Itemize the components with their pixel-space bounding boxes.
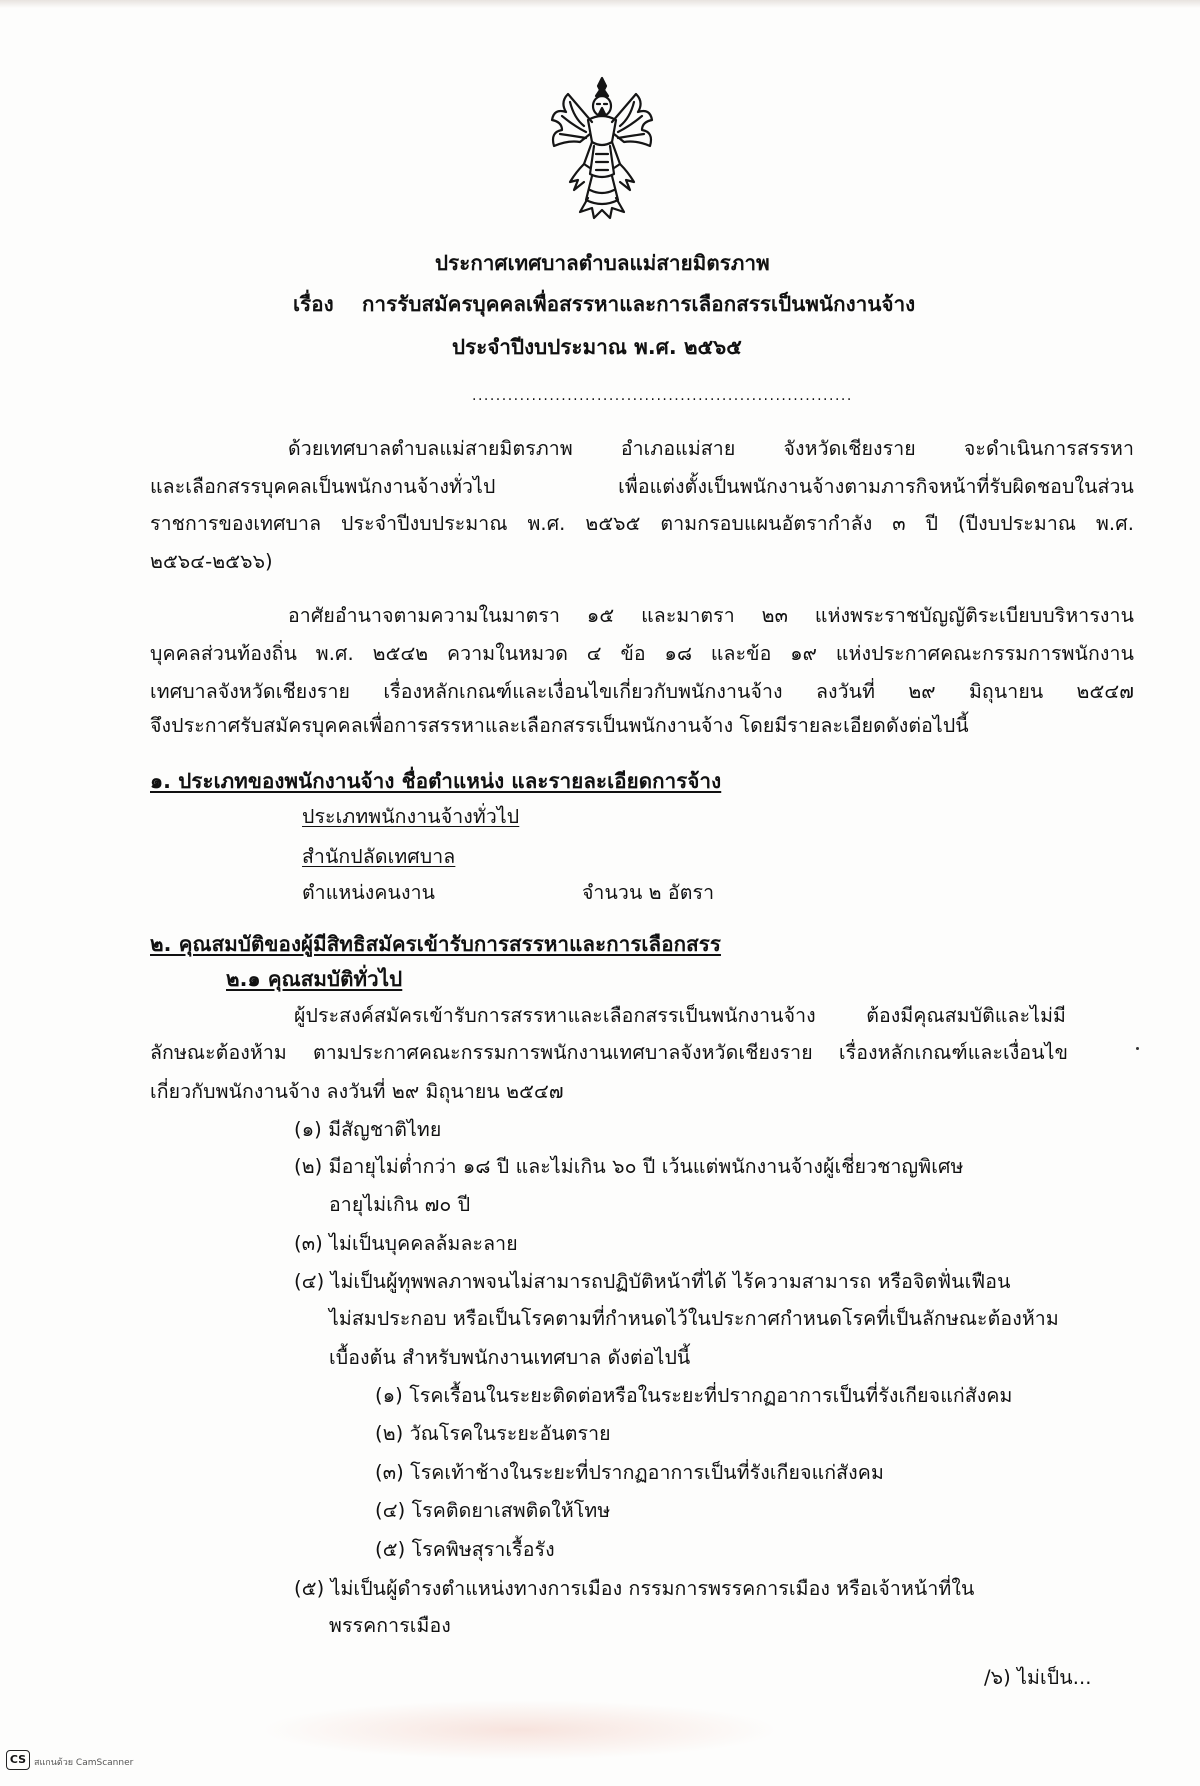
- qualification-item-1: (๑) มีสัญชาติไทย: [294, 1118, 442, 1141]
- subject-text: การรับสมัครบุคคลเพื่อสรรหาและการเลือกสรรเป็นพนักงานจ้าง: [362, 292, 916, 316]
- camscanner-logo-icon: CS: [6, 1750, 30, 1770]
- qualification-item-4-cont1: ไม่สมประกอบ หรือเป็นโรคตามที่กำหนดไว้ในประกาศกำหนดโรคที่เป็นลักษณะต้องห้าม: [329, 1307, 1059, 1330]
- disease-item-2: (๒) วัณโรคในระยะอันตราย: [375, 1422, 611, 1445]
- section1-heading: ๑. ประเภทของพนักงานจ้าง ชื่อตำแหน่ง และรายละเอียดการจ้าง: [150, 769, 722, 793]
- intro-p2-line1: อาศัยอำนาจตามความในมาตรา ๑๕ และมาตรา ๒๓ แห่งพระราชบัญญัติระเบียบบริหารงาน: [288, 604, 1134, 627]
- position-count: จำนวน ๒ อัตรา: [582, 881, 715, 904]
- intro-p2-line3: เทศบาลจังหวัดเชียงราย เรื่องหลักเกณฑ์และเงื่อนไขเกี่ยวกับพนักงานจ้าง ลงวันที่ ๒๙ มิถุนายน ๒๕๔๗: [150, 680, 1134, 703]
- office-name: สำนักปลัดเทศบาล: [302, 845, 456, 868]
- qualification-item-5-cont: พรรคการเมือง: [329, 1614, 451, 1637]
- employee-type: ประเภทพนักงานจ้างทั่วไป: [302, 805, 520, 828]
- intro-p2-line2: บุคคลส่วนท้องถิ่น พ.ศ. ๒๕๔๒ ความในหมวด ๔ ข้อ ๑๘ และข้อ ๑๙ แห่งประกาศคณะกรรมการพนักงาน: [150, 642, 1134, 665]
- document-title: ประกาศเทศบาลตำบลแม่สายมิตรภาพ: [435, 251, 770, 275]
- disease-item-5: (๕) โรคพิษสุราเรื้อรัง: [375, 1538, 555, 1561]
- camscanner-watermark: สแกนด้วย CamScanner: [34, 1758, 134, 1768]
- intro-p1-line3: ราชการของเทศบาล ประจำปีงบประมาณ พ.ศ. ๒๕๖๕ ตามกรอบแผนอัตรากำลัง ๓ ปี (ปีงบประมาณ พ.ศ.: [150, 512, 1134, 535]
- disease-item-4: (๔) โรคติดยาเสพติดให้โทษ: [375, 1499, 611, 1522]
- garuda-emblem-icon: [540, 72, 664, 222]
- disease-item-1: (๑) โรคเรื้อนในระยะติดต่อหรือในระยะที่ปรากฏอาการเป็นที่รังเกียจแก่สังคม: [375, 1384, 1013, 1407]
- fiscal-year-line: ประจำปีงบประมาณ พ.ศ. ๒๕๖๕: [452, 335, 742, 359]
- position-name: ตำแหน่งคนงาน: [302, 881, 436, 904]
- intro-p2-line4: จึงประกาศรับสมัครบุคคลเพื่อการสรรหาและเลือกสรรเป็นพนักงานจ้าง โดยมีรายละเอียดดังต่อไปนี้: [150, 714, 969, 737]
- disease-item-3: (๓) โรคเท้าช้างในระยะที่ปรากฏอาการเป็นที่รังเกียจแก่สังคม: [375, 1461, 884, 1484]
- intro-p1-line2: และเลือกสรรบุคคลเป็นพนักงานจ้างทั่วไป เพื่อแต่งตั้งเป็นพนักงานจ้างตามภารกิจหน้าที่รับผิดชอบในส่วน: [150, 475, 1134, 498]
- subject-label: เรื่อง: [293, 292, 334, 316]
- qualification-item-4: (๔) ไม่เป็นผู้ทุพพลภาพจนไม่สามารถปฏิบัติหน้าที่ได้ ไร้ความสามารถ หรือจิตฟั่นเฟือน: [294, 1270, 1011, 1293]
- scan-edge: [0, 0, 1200, 8]
- continued-marker: /๖) ไม่เป็น...: [984, 1666, 1092, 1689]
- qualification-item-2: (๒) มีอายุไม่ต่ำกว่า ๑๘ ปี และไม่เกิน ๖๐ ปี เว้นแต่พนักงานจ้างผู้เชี่ยวชาญพิเศษ: [294, 1155, 964, 1178]
- section2-heading: ๒. คุณสมบัติของผู้มีสิทธิสมัครเข้ารับการสรรหาและการเลือกสรร: [150, 932, 721, 956]
- section2-para-line2: ลักษณะต้องห้าม ตามประกาศคณะกรรมการพนักงานเทศบาลจังหวัดเชียงราย เรื่องหลักเกณฑ์และเงื่อนไข: [150, 1041, 1068, 1064]
- qualification-item-3: (๓) ไม่เป็นบุคคลล้มละลาย: [294, 1232, 518, 1255]
- qualification-item-5: (๕) ไม่เป็นผู้ดำรงตำแหน่งทางการเมือง กรรมการพรรคการเมือง หรือเจ้าหน้าที่ใน: [294, 1577, 975, 1600]
- section2-subheading: ๒.๑ คุณสมบัติทั่วไป: [226, 967, 403, 991]
- header-divider: ................................................................: [472, 388, 853, 404]
- scan-speck: [1136, 1047, 1139, 1050]
- scan-stain: [260, 1700, 780, 1760]
- intro-p1-line1: ด้วยเทศบาลตำบลแม่สายมิตรภาพ อำเภอแม่สาย จังหวัดเชียงราย จะดำเนินการสรรหา: [288, 437, 1134, 460]
- section2-para-line1: ผู้ประสงค์สมัครเข้ารับการสรรหาและเลือกสรรเป็นพนักงานจ้าง ต้องมีคุณสมบัติและไม่มี: [294, 1004, 1066, 1027]
- section2-para-line3: เกี่ยวกับพนักงานจ้าง ลงวันที่ ๒๙ มิถุนายน ๒๕๔๗: [150, 1080, 564, 1103]
- qualification-item-4-cont2: เบื้องต้น สำหรับพนักงานเทศบาล ดังต่อไปนี้: [329, 1346, 691, 1369]
- qualification-item-2-cont: อายุไม่เกิน ๗๐ ปี: [329, 1193, 471, 1216]
- intro-p1-line4: ๒๕๖๔-๒๕๖๖): [150, 550, 273, 573]
